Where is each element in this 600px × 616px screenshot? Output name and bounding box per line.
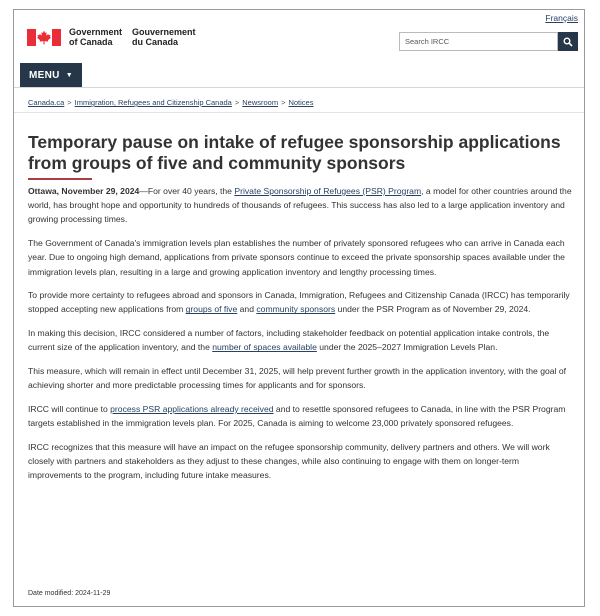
government-signature[interactable]	[27, 27, 206, 47]
paragraph-4: In making this decision, IRCC considered a number of factors, including stakeholder feedback on potential application intake controls, the current size of the application inventory, and the number of spaces available under the 2025–2027 Immigration Levels Plan.	[28, 328, 550, 353]
search-form	[399, 32, 578, 51]
community-sponsors-link[interactable]: community sponsors	[256, 304, 336, 315]
paragraph-1: Ottawa, November 29, 2024—For over 40 years, the Private Sponsorship of Refugees (PSR) Program, a model for other countries around the world, has brought hope and opportunity to hundreds of thousands of refugees. This success has also led to a large application inventory and growing processing times.	[28, 186, 572, 225]
language-toggle-link[interactable]: Français	[545, 13, 578, 23]
paragraph-6: IRCC will continue to process PSR applications already received and to resettle sponsored refugees to Canada, in line with the PSR Program targets established in the immigration levels plan. For 2025, Canada is aiming to welcome 23,000 privately sponsored refugees.	[28, 403, 566, 429]
wordmark-en-line1: Government	[69, 27, 123, 37]
search-input[interactable]: Search IRCC	[399, 32, 558, 51]
wordmark-fr-line2: du Canada	[132, 37, 179, 47]
paragraph-2: The Government of Canada's immigration levels plan establishes the number of privately sponsored refugees who can arrive in Canada each year. Due to ongoing high demand, applications from private sponsors continue to exceed the private sponsorship spaces available under the immigration levels plan, resulting in a large and growing application inventory and lengthy processing times.	[28, 238, 565, 277]
search-button[interactable]	[558, 32, 578, 51]
page-frame	[13, 9, 585, 607]
wordmark-en-line2: of Canada	[69, 37, 113, 47]
number-of-spaces-link[interactable]: number of spaces available	[212, 342, 317, 353]
page-title: Temporary pause on intake of refugee sponsorship applications from groups of five and community sponsors	[28, 132, 561, 173]
psr-program-link[interactable]: Private Sponsorship of Refugees (PSR) Program	[234, 186, 422, 196]
paragraph-7: IRCC recognizes that this measure will have an impact on the refugee sponsorship community, delivery partners and others. We will work closely with partners and stakeholders as they adjust to these changes, while also continuing to engage with them on longer-term improvements to the program, including future intake measures.	[28, 441, 550, 481]
menu-label: MENU	[29, 69, 60, 81]
menu-button[interactable]	[20, 63, 82, 87]
breadcrumb-link-notices[interactable]: Notices	[288, 98, 314, 107]
process-psr-applications-link[interactable]: process PSR applications already received	[110, 403, 274, 414]
breadcrumb: Canada.ca > Immigration, Refugees and Citizenship Canada > Newsroom > Notices	[28, 98, 314, 107]
wordmark	[69, 27, 206, 47]
breadcrumb-divider	[14, 112, 584, 113]
title-underline	[28, 178, 92, 180]
paragraph-5: This measure, which will remain in effect until December 31, 2025, will help prevent further growth in the application inventory, with the goal of achieving shorter and more predictable processing times for applicants and for sponsors.	[28, 366, 567, 391]
breadcrumb-link-canada[interactable]: Canada.ca	[28, 98, 65, 107]
groups-of-five-link[interactable]: groups of five	[185, 304, 238, 315]
wordmark-fr-line1: Gouvernement	[132, 27, 196, 37]
dateline: Ottawa, November 29, 2024	[28, 186, 140, 196]
breadcrumb-link-newsroom[interactable]: Newsroom	[242, 98, 279, 107]
article-body	[28, 184, 574, 492]
breadcrumb-link-ircc[interactable]: Immigration, Refugees and Citizenship Canada	[74, 98, 232, 107]
canada-flag-icon	[27, 29, 61, 46]
date-modified: Date modified: 2024-11-29	[28, 590, 111, 597]
paragraph-3: To provide more certainty to refugees abroad and sponsors in Canada, Immigration, Refugees and Citizenship Canada (IRCC) has temporarily stopped accepting new applications from groups of five and community sponsors under the PSR Program as of November 29, 2024.	[28, 290, 570, 315]
search-icon	[563, 37, 573, 47]
header-divider	[14, 87, 584, 88]
chevron-down-icon: ▼	[65, 71, 73, 79]
